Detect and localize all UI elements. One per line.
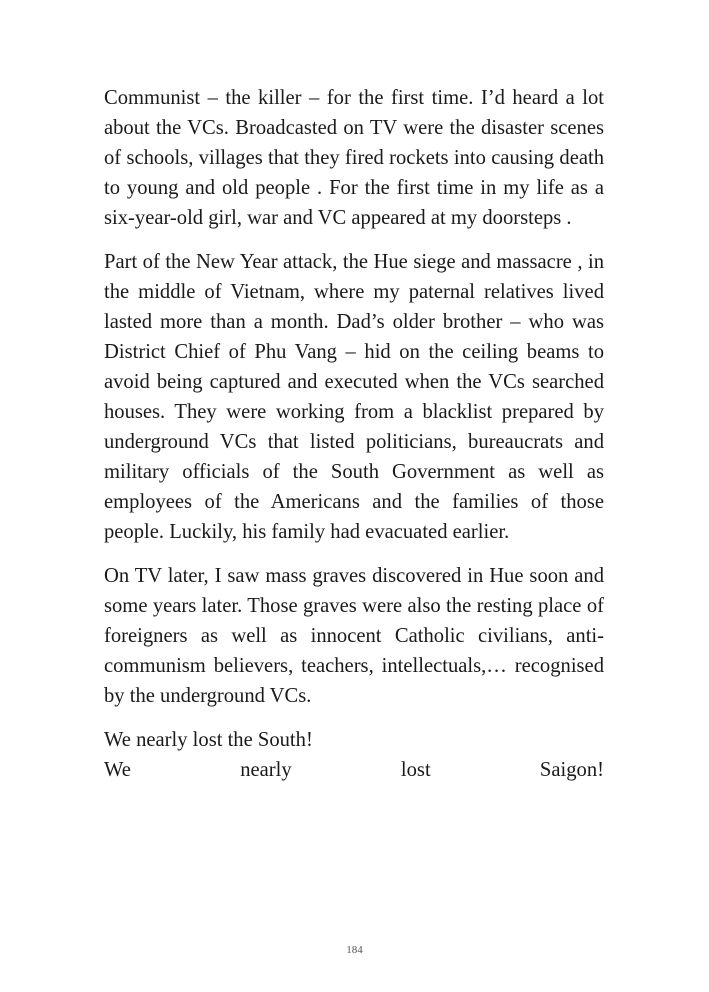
closing-word-3: lost: [400, 759, 431, 781]
closing-word-4: Saigon!: [539, 759, 604, 781]
closing-word-2: nearly: [240, 759, 292, 781]
closing-block: [104, 725, 604, 785]
page-number: 184: [346, 944, 363, 956]
closing-line-1: We nearly lost the South!: [104, 729, 313, 751]
paragraph-2: Part of the New Year attack, the Hue siege and massacre , in the middle of Vietnam, where my paternal relatives lived lasted more than a month. Dad’s older brother – who was District Chief of Phu Vang – hid on the ceiling beams to avoid being captured and executed when the VCs searched houses. They were working from a blacklist prepared by underground VCs that listed politicians, bureaucrats and military officials of the South Government as well as employees of the Americans and the families of those people. Luckily, his family had evacuated earlier.: [104, 251, 604, 543]
paragraph-1: Communist – the killer – for the first time. I’d heard a lot about the VCs. Broadcasted on TV were the disaster scenes of schools, villages that they fired rockets into causing death to young and old people . For the first time in my life as a six-year-old girl, war and VC appeared at my doorsteps .: [104, 87, 604, 229]
closing-line-2: [104, 755, 604, 785]
closing-word-1: We: [104, 759, 131, 781]
paragraph-3: On TV later, I saw mass graves discovered in Hue soon and some years later. Those graves were also the resting place of foreigners as well as innocent Catholic civilians, anti-communism believers, teachers, intellectuals,… recognised by the underground VCs.: [104, 565, 604, 707]
page-body: [104, 83, 604, 785]
